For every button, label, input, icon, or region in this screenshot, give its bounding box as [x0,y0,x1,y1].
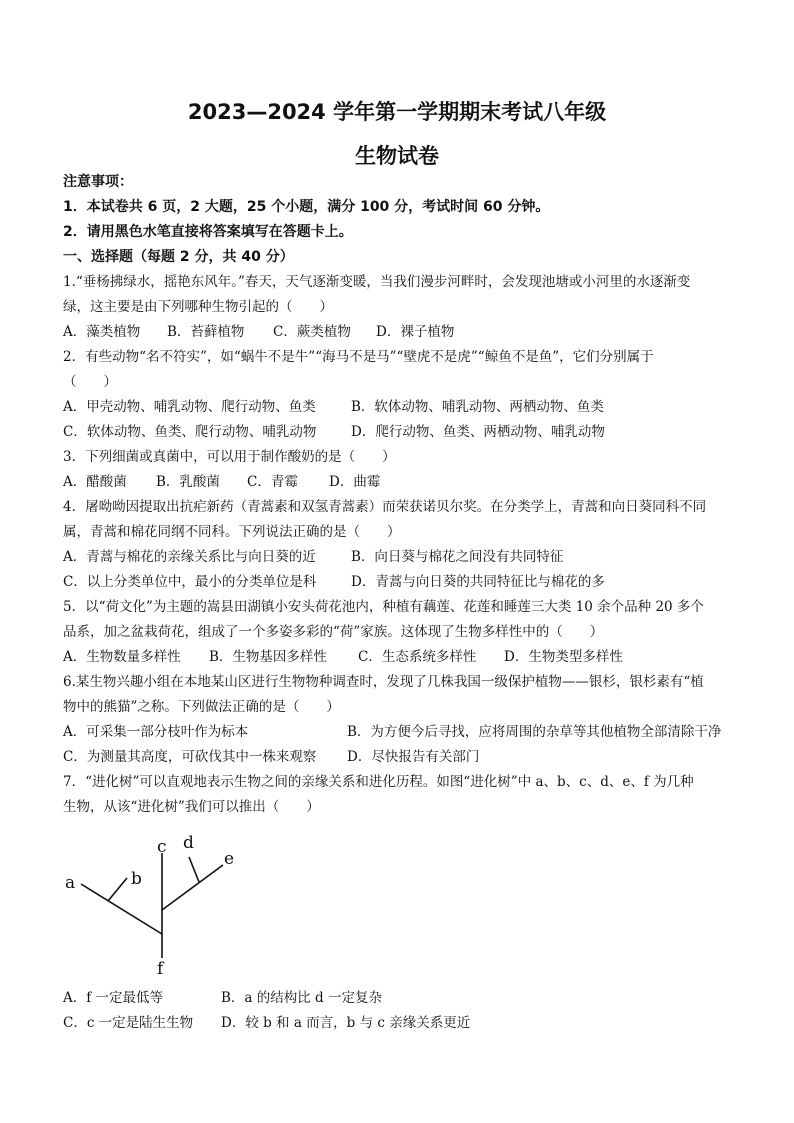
label-d: d [183,833,194,853]
q7-option-c: C．c 一定是陆生生物 [63,1015,194,1031]
branch-d [189,857,199,882]
q5-option-d: D．生物类型多样性 [504,649,623,665]
q2-option-a: A．甲壳动物、哺乳动物、爬行动物、鱼类 [63,399,316,415]
label-b: b [131,869,142,889]
q4-option-c: C．以上分类单位中，最小的分类单位是科 [63,574,317,590]
q4-option-d: D．青蒿与向日葵的共同特征比与棉花的多 [351,574,605,590]
q2-line-2: （ ） [63,374,117,390]
q1-option-d: D．裸子植物 [376,324,455,340]
label-c: c [157,837,167,857]
q5-option-b: B．生物基因多样性 [209,649,327,665]
q5-option-c: C．生态系统多样性 [358,649,477,665]
label-e: e [224,849,235,869]
branch-e [162,865,223,910]
q7-line-2: 生物，从该“进化树”我们可以推出（ ） [63,799,320,815]
q6-option-a: A．可采集一部分枝叶作为标本 [63,724,249,740]
q1-line-1: 1.“垂杨拂绿水，摇艳东风年。”春天，天气逐渐变暖，当我们漫步河畔时，会发现池塘或小河里的水逐渐变 [63,274,691,290]
q3-option-b: B．乳酸菌 [156,474,220,490]
q4-option-a: A．青蒿与棉花的亲缘关系比与向日葵的近 [63,549,316,565]
notes-heading: 注意事项： [63,174,133,190]
q4-line-1: 4．屠呦呦因提取出抗疟新药（青蒿素和双氢青蒿素）而荣获诺贝尔奖。在分类学上，青蒿和向日葵同科不同 [63,499,707,515]
q6-option-d: D．尽快报告有关部门 [347,749,480,765]
q1-option-a: A．藻类植物 [63,324,141,340]
section-heading: 一、选择题（每题 2 分，共 40 分） [63,249,294,265]
note-item-1: 1．本试卷共 6 页，2 大题，25 个小题，满分 100 分，考试时间 60 分钟。 [63,199,550,215]
q4-option-b: B．向日葵与棉花之间没有共同特征 [351,549,564,565]
branch-a [81,884,162,934]
branch-b [108,878,127,901]
q3-line-1: 3．下列细菌或真菌中，可以用于制作酸奶的是（ ） [63,449,396,465]
q3-option-a: A．醋酸菌 [63,474,127,490]
exam-title: 2023—2024 学年第一学期期末考试八年级 [187,100,607,124]
q5-line-2: 品系，加之盆栽荷花，组成了一个多姿多彩的“荷”家族。这体现了生物多样性中的（ ） [63,624,604,640]
q6-option-c: C．为测量其高度，可砍伐其中一株来观察 [63,749,317,765]
q1-line-2: 绿，这主要是由下列哪种生物引起的（ ） [63,299,333,315]
q2-option-b: B．软体动物、哺乳动物、两栖动物、鱼类 [351,399,604,415]
q1-option-b: B．苔藓植物 [167,324,245,340]
q4-line-2: 属，青蒿和棉花同纲不同科。下列说法正确的是（ ） [63,524,401,540]
q7-option-a: A．f 一定最低等 [63,990,164,1006]
q5-line-1: 5．以“荷文化”为主题的嵩县田湖镇小安头荷花池内，种植有藕莲、花莲和睡莲三大类 10 余个品种 20 多个 [63,599,704,615]
q6-line-1: 6.某生物兴趣小组在本地某山区进行生物物种调查时，发现了几株我国一级保护植物——银杉，银杉素有“植 [63,674,704,690]
q7-option-b: B．a 的结构比 d 一定复杂 [221,990,382,1006]
tree-branches [81,853,223,958]
q3-option-c: C．青霉 [247,474,298,490]
q1-option-c: C．蕨类植物 [273,324,351,340]
q2-line-1: 2．有些动物“名不符实”，如“蜗牛不是牛”“海马不是马”“壁虎不是虎”“鲸鱼不是鱼”，它们分别属于 [63,349,654,365]
q6-line-2: 物中的熊猫”之称。下列做法正确的是（ ） [63,699,340,715]
q7-line-1: 7．“进化树”可以直观地表示生物之间的亲缘关系和进化历程。如图“进化树”中 a、b、c、d、e、f 为几种 [63,774,694,790]
q6-option-b: B．为方便今后寻找，应将周围的杂草等其他植物全部清除干净 [347,724,722,740]
exam-subtitle: 生物试卷 [355,144,439,168]
note-item-2: 2．请用黑色水笔直接将答案填写在答题卡上。 [63,224,353,240]
evolution-tree-figure [63,826,243,978]
label-f: f [157,959,164,978]
q7-option-d: D．较 b 和 a 而言，b 与 c 亲缘关系更近 [221,1015,471,1031]
q3-option-d: D．曲霉 [329,474,381,490]
label-a: a [65,873,76,893]
q2-option-c: C．软体动物、鱼类、爬行动物、哺乳动物 [63,424,317,440]
q2-option-d: D．爬行动物、鱼类、两栖动物、哺乳动物 [351,424,605,440]
q5-option-a: A．生物数量多样性 [63,649,181,665]
